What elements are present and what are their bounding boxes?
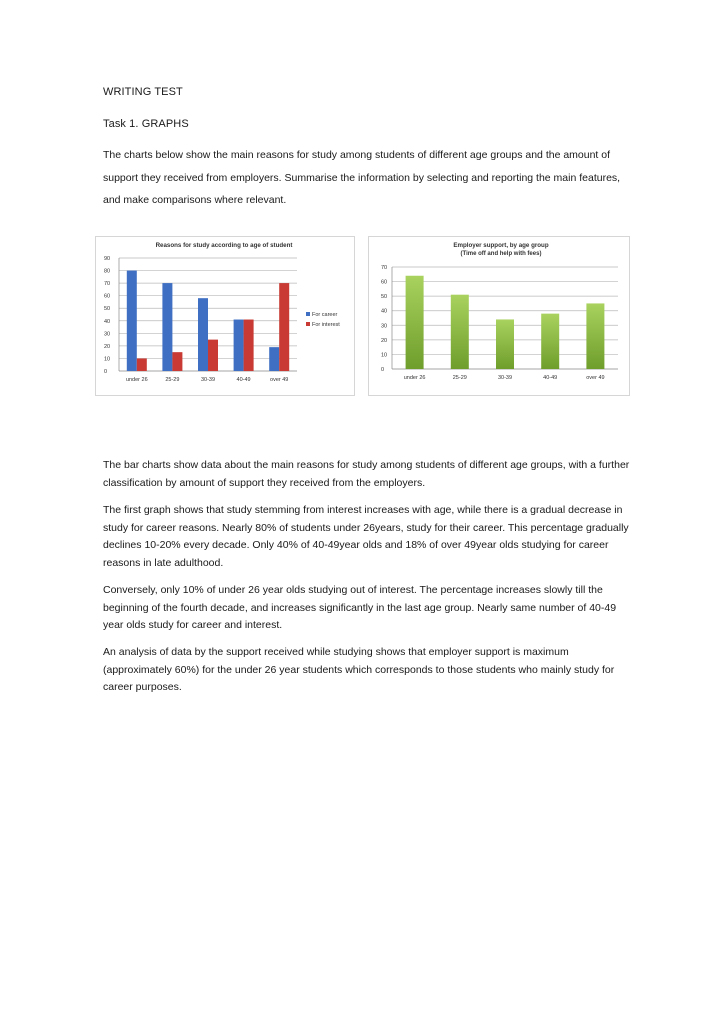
task-prompt: The charts below show the main reasons for study among students of different age groups and the amount of support they received from employers. Summarise the information by selecting and reporting the main features, and make comparisons where relevant.	[103, 149, 621, 206]
legend-swatch-for-interest	[306, 322, 310, 326]
bar-for-career-under-26	[127, 271, 137, 371]
legend-swatch-for-career	[306, 312, 310, 316]
bar-employer-support-40-49	[541, 314, 559, 369]
x-tick-label: 25-29	[452, 375, 467, 381]
bar-for-interest-30-39	[208, 340, 218, 371]
y-tick-label: 70	[381, 265, 388, 271]
bar-for-interest-over-49	[279, 283, 289, 371]
x-tick-label: over 49	[270, 377, 289, 383]
y-tick-label: 50	[381, 294, 388, 301]
y-tick-label: 60	[381, 279, 388, 286]
legend-label-for-interest: For interest	[312, 322, 340, 328]
chart-title: Reasons for study according to age of student	[155, 242, 293, 249]
bar-employer-support-25-29	[451, 295, 469, 369]
x-tick-label: under 26	[403, 375, 426, 381]
reasons-chart	[95, 236, 355, 396]
task-heading: Task 1. GRAPHS	[103, 118, 189, 130]
legend-label-for-career: For career	[312, 312, 338, 318]
y-tick-label: 20	[104, 343, 111, 350]
paragraph-career-trend: The first graph shows that study stemming from interest increases with age, while there is a gradual decrease in study for career reasons. Nearly 80% of students under 26years, study for their career. This percentage gradually declines 10-20% every decade. Only 40% of 40-49year olds and 18% of over 49year olds studying for career reasons in late adulthood.	[103, 504, 629, 569]
y-tick-label: 60	[104, 293, 111, 300]
y-tick-label: 70	[104, 281, 111, 288]
y-tick-label: 40	[381, 308, 388, 315]
paragraph-intro: The bar charts show data about the main reasons for study among students of different age groups, with a further classification by amount of support they received from the employers.	[103, 459, 630, 489]
bar-employer-support-under-26	[406, 276, 424, 369]
bar-for-interest-under-26	[137, 358, 147, 371]
bar-for-interest-25-29	[172, 352, 182, 371]
x-tick-label: 30-39	[200, 377, 216, 383]
y-tick-label: 10	[104, 356, 111, 363]
chart-title: Employer support, by age group	[453, 242, 549, 249]
y-tick-label: 0	[381, 367, 385, 373]
x-tick-label: 30-39	[497, 375, 513, 381]
bar-employer-support-over-49	[586, 303, 604, 369]
x-tick-label: over 49	[586, 375, 605, 381]
y-tick-label: 30	[104, 331, 111, 338]
x-tick-label: under 26	[125, 377, 148, 383]
y-tick-label: 0	[104, 369, 108, 375]
y-tick-label: 90	[104, 256, 111, 262]
y-tick-label: 20	[381, 337, 388, 344]
y-tick-label: 30	[381, 323, 388, 330]
paragraph-interest-trend: Conversely, only 10% of under 26 year olds studying out of interest. The percentage increases slowly till the beginning of the fourth decade, and increases significantly in the last age group. Nearly same number of 40-49 year olds study for career and interest.	[103, 584, 617, 631]
y-tick-label: 10	[381, 352, 388, 359]
y-tick-label: 80	[104, 268, 111, 275]
document-title: WRITING TEST	[103, 86, 183, 98]
x-tick-label: 40-49	[236, 377, 251, 383]
bar-employer-support-30-39	[496, 319, 514, 369]
bar-for-interest-40-49	[244, 320, 254, 371]
bar-for-career-over-49	[269, 347, 279, 371]
bar-for-career-30-39	[198, 298, 208, 371]
bar-for-career-25-29	[162, 283, 172, 371]
x-tick-label: 40-49	[543, 375, 558, 381]
paragraph-employer-support: An analysis of data by the support received while studying shows that employer support is maximum (approximately 60%) for the under 26 year students which corresponds to those students who mainly study for career purposes.	[103, 646, 615, 693]
y-tick-label: 50	[104, 306, 111, 313]
x-tick-label: 25-29	[165, 377, 180, 383]
chart-subtitle: (Time off and help with fees)	[460, 251, 542, 257]
bar-for-career-40-49	[234, 320, 244, 371]
employer-support-chart	[368, 236, 630, 396]
y-tick-label: 40	[104, 318, 111, 325]
